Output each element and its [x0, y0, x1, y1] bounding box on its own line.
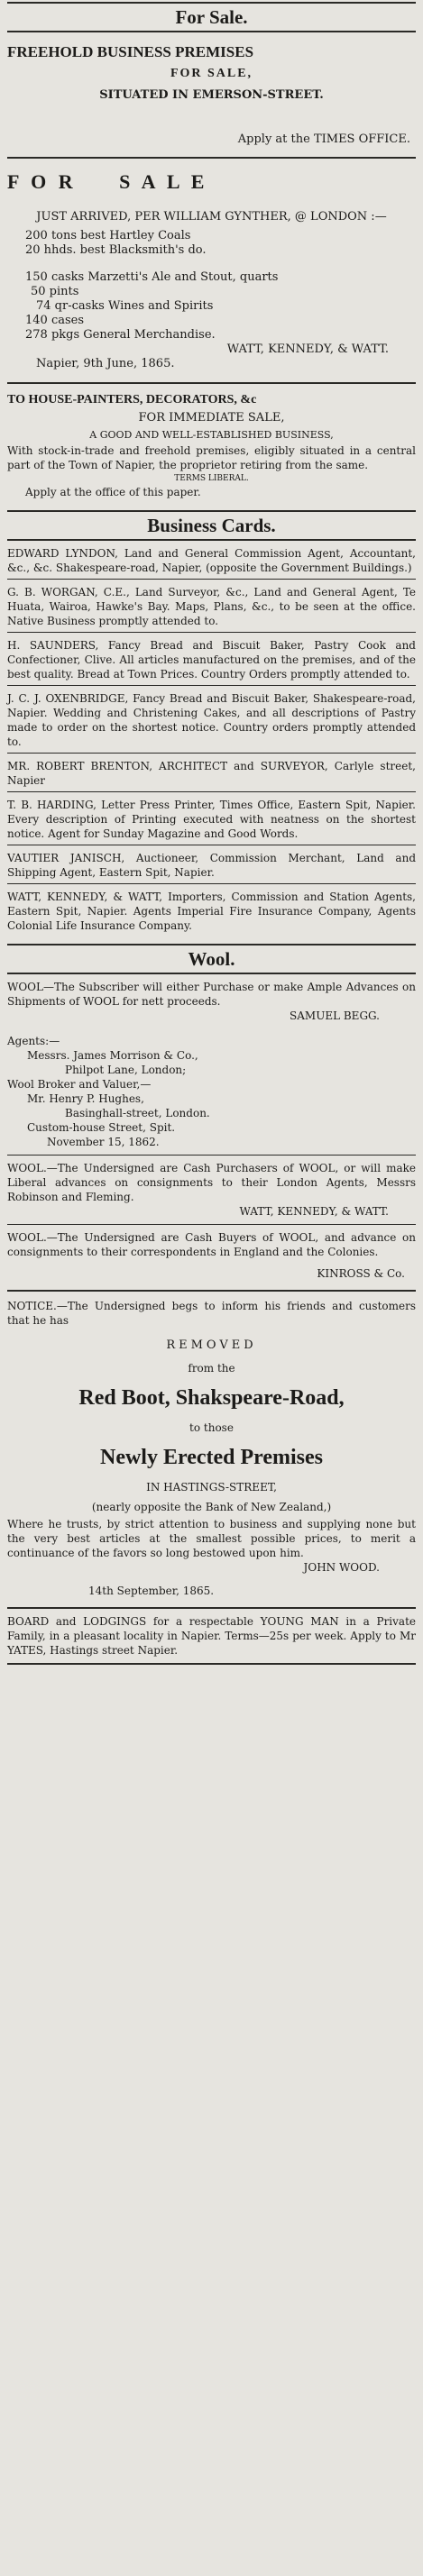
ad-wool-begg — [7, 974, 416, 1149]
ad-item-list — [7, 229, 416, 343]
ad-subline: FOR IMMEDIATE SALE, — [138, 411, 285, 425]
ad-wool-watt — [7, 1156, 416, 1219]
ad-date: Napier, 9th June, 1865. — [36, 357, 175, 370]
notice-red-boot: Red Boot, Shakspeare-Road, — [78, 1386, 345, 1410]
ad-signature: WATT, KENNEDY, & WATT. — [226, 343, 389, 356]
ad-notice-removal — [7, 1292, 416, 1598]
ad-arrived: JUST ARRIVED, PER WILLIAM GYNTHER, @ LONDON :— — [36, 210, 387, 224]
ad-body: Where he trusts, by strict attention to business and supplying none but the very best articles at the smallest possible prices, to merit a continuance of the favors so long bestowed upon him. — [7, 1518, 416, 1559]
ad-body: WOOL.—The Undersigned are Cash Buyers of WOOL, and advance on consignments to their correspondents in England and the Colonies. — [7, 1231, 416, 1258]
list-item: 200 tons best Hartley Coals — [25, 229, 191, 242]
ad-title: F O R S A L E — [7, 170, 208, 193]
agent-address: Philpot Lane, London; — [65, 1064, 187, 1076]
card-harding: T. B. HARDING, Letter Press Printer, Times Office, Eastern Spit, Napier. Every description of Printing executed with neatness on the shortest notice. Agent for Sunday Magazine and Good Words. — [7, 799, 416, 840]
ad-headline: TO HOUSE-PAINTERS, DECORATORS, &c — [7, 393, 257, 406]
ad-headline: FREEHOLD BUSINESS PREMISES — [7, 43, 254, 60]
section-heading-wool: Wool. — [188, 948, 235, 970]
ad-location: SITUATED IN EMERSON-STREET. — [99, 88, 324, 102]
notice-removed: REMOVED — [166, 1338, 257, 1352]
section-heading-business-cards: Business Cards. — [147, 515, 276, 536]
ad-subline: FOR SALE, — [170, 67, 253, 80]
ad-apply: Apply at the office of this paper. — [25, 486, 201, 498]
ad-body: WOOL.—The Undersigned are Cash Purchasers of WOOL, or will make Liberal advances on consignments to their London Agents, Messrs Robinson and Fleming. — [7, 1162, 416, 1203]
ad-house-painters — [7, 384, 416, 499]
ad-freehold-premises — [7, 32, 416, 150]
office-address: Custom-house Street, Spit. — [27, 1121, 176, 1134]
list-item: 140 cases — [25, 314, 85, 327]
notice-newly-erected: Newly Erected Premises — [99, 1446, 324, 1469]
card-brenton: MR. ROBERT BRENTON, ARCHITECT and SURVEYOR, Carlyle street, Napier — [7, 760, 416, 787]
ad-signature: WATT, KENNEDY, & WATT. — [239, 1205, 389, 1218]
notice-to: to those — [189, 1421, 234, 1434]
ad-date: November 15, 1862. — [47, 1136, 160, 1148]
broker-label: Wool Broker and Valuer,— — [7, 1078, 152, 1091]
list-item: 74 qr-casks Wines and Spirits — [36, 299, 214, 313]
card-janisch: VAUTIER JANISCH, Auctioneer, Commission Merchant, Land and Shipping Agent, Eastern Spit, Napier. — [7, 852, 416, 879]
ad-board-lodgings: BOARD and LODGINGS for a respectable YOUNG MAN in a Private Family, in a pleasant locality in Napier. Terms—25s per week. Apply to Mr YATES, Hastings street Napier. — [7, 1615, 416, 1657]
list-item: 20 hhds. best Blacksmith's do. — [25, 243, 207, 257]
ad-body: With stock-in-trade and freehold premises, eligibly situated in a central part of the Town of Napier, the proprietor retiring from the same. — [7, 444, 416, 471]
ad-signature: JOHN WOOD. — [303, 1561, 380, 1574]
divider — [7, 1663, 416, 1665]
ad-wool-kinross — [7, 1225, 416, 1281]
section-heading-for-sale: For Sale. — [175, 6, 248, 28]
ad-signature: KINROSS & Co. — [317, 1267, 405, 1280]
notice-from: from the — [188, 1362, 235, 1375]
list-item: 50 pints — [31, 285, 79, 298]
notice-opposite: (nearly opposite the Bank of New Zealand,) — [91, 1501, 332, 1513]
agent-name: Mr. Henry P. Hughes, — [27, 1092, 144, 1105]
agent-address: Basinghall-street, London. — [65, 1107, 210, 1119]
ad-body: NOTICE.—The Undersigned begs to inform his friends and customers that he has — [7, 1300, 416, 1327]
agents-label: Agents:— — [7, 1035, 60, 1047]
notice-street: IN HASTINGS-STREET, — [146, 1481, 277, 1494]
ad-body: WOOL—The Subscriber will either Purchase or make Ample Advances on Shipments of WOOL for nett proceeds. — [7, 981, 416, 1008]
list-item: 150 casks Marzetti's Ale and Stout, quarts — [25, 270, 279, 284]
ad-signature: SAMUEL BEGG. — [290, 1009, 380, 1022]
newspaper-column — [0, 2, 423, 2576]
card-lyndon: EDWARD LYNDON, Land and General Commission Agent, Accountant, &c., &c. Shakespeare-road, Napier, (opposite the Government Buildings.) — [7, 547, 416, 574]
card-saunders: H. SAUNDERS, Fancy Bread and Biscuit Baker, Pastry Cook and Confectioner, Clive. All articles manufactured on the premises, and of the best quality. Bread at Town Prices. Country Orders promptly attended to. — [7, 639, 416, 681]
ad-for-sale-gynther — [7, 159, 416, 371]
ad-subline-2: A GOOD AND WELL-ESTABLISHED BUSINESS, — [89, 429, 334, 441]
ad-date: 14th September, 1865. — [88, 1585, 215, 1597]
agent-name: Messrs. James Morrison & Co., — [27, 1049, 198, 1062]
ad-terms: TERMS LIBERAL. — [174, 474, 249, 483]
ad-apply: Apply at the TIMES OFFICE. — [237, 132, 410, 146]
card-worgan: G. B. WORGAN, C.E., Land Surveyor, &c., Land and General Agent, Te Huata, Wairoa, Hawke's Bay. Maps, Plans, &c., to be seen at the office. Native Business promptly attended to. — [7, 586, 416, 627]
card-oxenbridge: J. C. J. OXENBRIDGE, Fancy Bread and Biscuit Baker, Shakespeare-road, Napier. Wedding and Christening Cakes, and all descriptions of Pastry made to order on the shortest notice. Country orders promptly attended to. — [7, 692, 416, 748]
list-item: 278 pkgs General Merchandise. — [25, 328, 216, 342]
card-watt-kennedy: WATT, KENNEDY, & WATT, Importers, Commission and Station Agents, Eastern Spit, Napier. Agents Imperial Fire Insurance Company, Agents Colonial Life Insurance Company. — [7, 891, 416, 932]
